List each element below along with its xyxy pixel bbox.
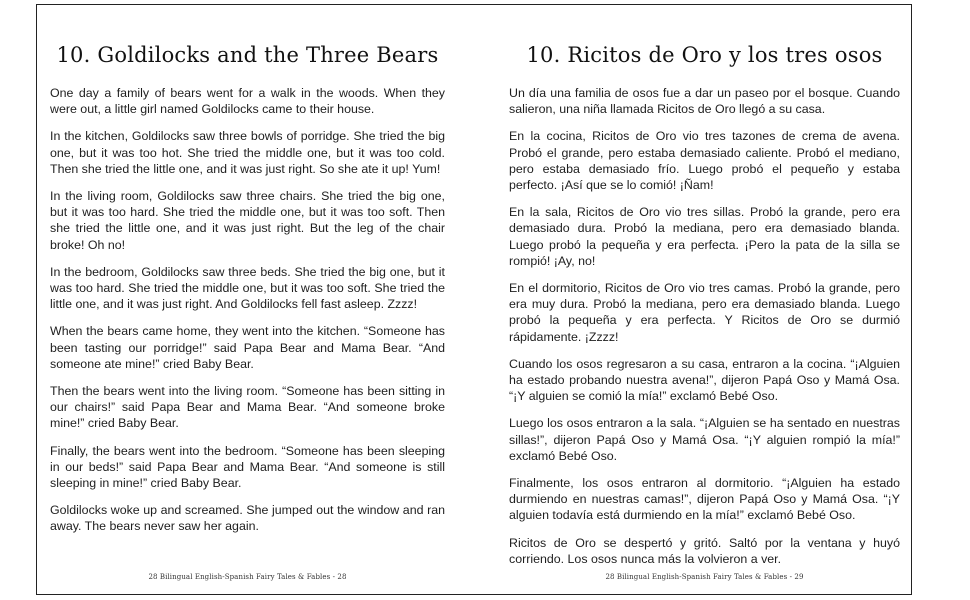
paragraph: In the living room, Goldilocks saw three chairs. She tried the big one, but it was too hard. She tried the middle one, but it was too soft. Then she tried the little one, and it was just right. But the leg of the chair broke! Oh no! — [50, 189, 445, 252]
story-body — [50, 85, 445, 546]
paragraph: When the bears came home, they went into the kitchen. “Someone has been tasting our porridge!” said Papa Bear and Mama Bear. “And someone ate mine!” cried Baby Bear. — [50, 324, 445, 371]
page-title: 10. Ricitos de Oro y los tres osos — [526, 43, 883, 67]
page-footer: 28 Bilingual English-Spanish Fairy Tales & Fables - 29 — [605, 573, 804, 581]
paragraph: En el dormitorio, Ricitos de Oro vio tres camas. Probó la grande, pero era muy dura. Probó la mediana, pero era demasiado blanda. Luego probó la pequeña y era perfecta. Y Ricitos de Oro se durmió rápidamente. ¡Zzzz! — [509, 281, 900, 344]
paragraph: Finalmente, los osos entraron al dormitorio. “¡Alguien ha estado durmiendo en nuestras camas!”, dijeron Papá Oso y Mamá Osa. “¡Y alguien todavía está durmiendo en la mía!” exclamó Bebé Oso. — [509, 476, 900, 523]
paragraph: En la cocina, Ricitos de Oro vio tres tazones de crema de avena. Probó el grande, pero estaba demasiado caliente. Probó el mediano, pero estaba demasiado frío. Luego probó el pequeño y estaba perfecto. ¡Así que se lo comió! ¡Ñam! — [509, 129, 900, 193]
paragraph: One day a family of bears went for a walk in the woods. When they were out, a little girl named Goldilocks came to their house. — [50, 86, 445, 117]
right-page — [509, 5, 900, 594]
paragraph: Ricitos de Oro se despertó y gritó. Saltó por la ventana y huyó corriendo. Los osos nunca más la volvieron a ver. — [509, 535, 900, 566]
paragraph: En la sala, Ricitos de Oro vio tres sillas. Probó la grande, pero era demasiado dura. Probó la mediana, pero era demasiado blanda. Luego probó la pequeña y era perfecta. ¡Pero la pata de la silla se rompió! ¡Ay, no! — [509, 205, 900, 268]
story-body — [509, 85, 900, 578]
paragraph: In the kitchen, Goldilocks saw three bowls of porridge. She tried the big one, but it was too hot. She tried the middle one, but it was too cold. Then she tried the little one, and it was just right. So she ate it up! Yum! — [50, 129, 445, 176]
page-footer: 28 Bilingual English-Spanish Fairy Tales & Fables - 28 — [148, 573, 347, 581]
book-spread — [36, 4, 912, 595]
paragraph: Cuando los osos regresaron a su casa, entraron a la cocina. “¡Alguien ha estado probando nuestra avena!”, dijeron Papá Oso y Mamá Osa. “¡Y alguien se comió la mía!” exclamó Bebé Oso. — [509, 356, 900, 404]
paragraph: Un día una familia de osos fue a dar un paseo por el bosque. Cuando salieron, una niña llamada Ricitos de Oro llegó a su casa. — [509, 86, 900, 117]
left-page — [50, 5, 445, 594]
paragraph: Goldilocks woke up and screamed. She jumped out the window and ran away. The bears never saw her again. — [50, 503, 445, 534]
paragraph: Finally, the bears went into the bedroom. “Someone has been sleeping in our beds!” said Papa Bear and Mama Bear. “And someone is still sleeping in mine!” cried Baby Bear. — [50, 443, 445, 491]
page-title: 10. Goldilocks and the Three Bears — [56, 43, 439, 67]
paragraph: In the bedroom, Goldilocks saw three beds. She tried the big one, but it was too hard. She tried the middle one, but it was too soft. She tried the little one, and it was just right. And Goldilocks fell fast asleep. Zzzz! — [50, 264, 445, 312]
paragraph: Then the bears went into the living room. “Someone has been sitting in our chairs!” said Papa Bear and Mama Bear. “And someone broke mine!” cried Baby Bear. — [50, 384, 445, 431]
paragraph: Luego los osos entraron a la sala. “¡Alguien se ha sentado en nuestras sillas!”, dijeron Papá Oso y Mamá Osa. “¡Y alguien rompió la mía!” exclamó Bebé Oso. — [509, 416, 900, 463]
